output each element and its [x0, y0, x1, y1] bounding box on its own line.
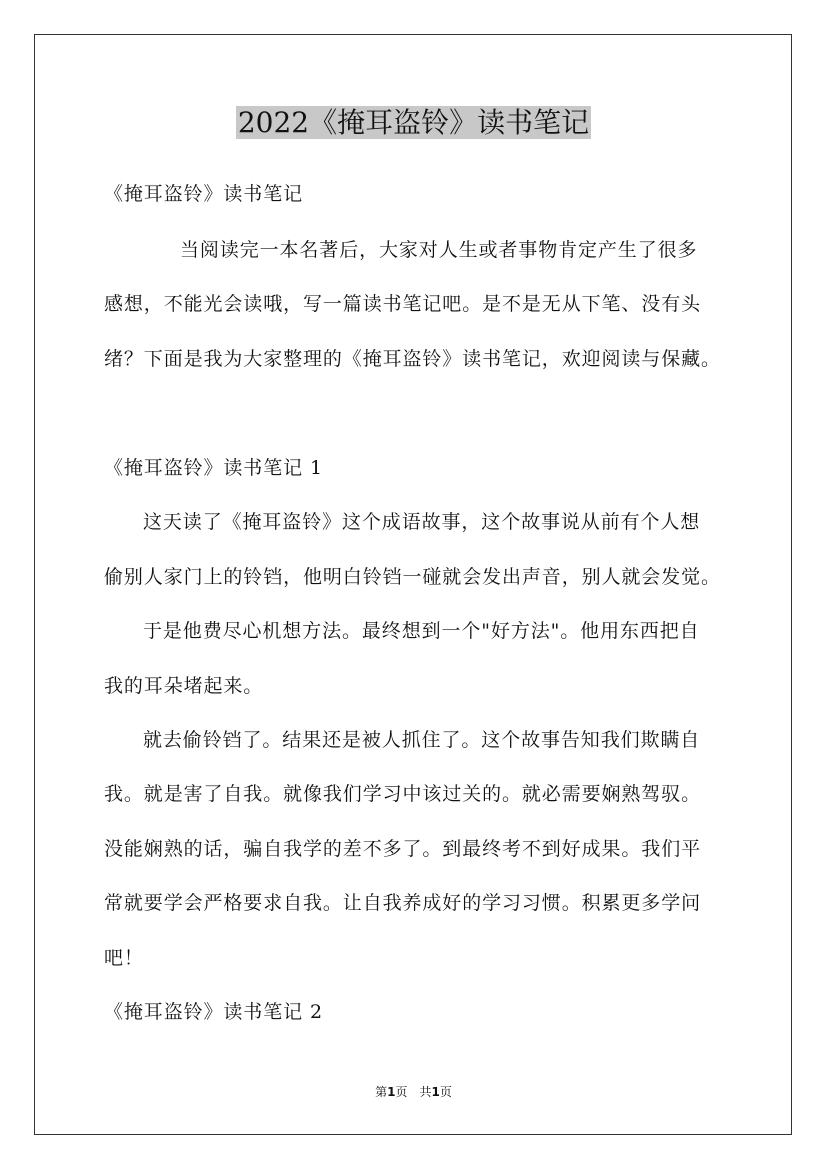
- intro-line-2: 感想，不能光会读哦，写一篇读书笔记吧。是不是无从下笔、没有头: [104, 293, 702, 315]
- note1-paragraph-3-line-1: 就去偷铃铛了。结果还是被人抓住了。这个故事告知我们欺瞒自: [143, 729, 701, 751]
- note1-paragraph-3-line-3: 没能娴熟的话，骗自我学的差不多了。到最终考不到好成果。我们平: [104, 838, 702, 860]
- note1-paragraph-3-line-4: 常就要学会严格要求自我。让自我养成好的学习习惯。积累更多学问: [104, 892, 702, 914]
- note1-paragraph-3-line-2: 我。就是害了自我。就像我们学习中该过关的。就必需要娴熟驾驭。: [104, 783, 702, 805]
- footer-page-total: 1: [431, 1085, 440, 1099]
- note1-heading: 《掩耳盗铃》读书笔记 1: [104, 457, 323, 479]
- footer-label-mid: 页 共: [395, 1085, 432, 1099]
- note1-paragraph-1-line-2: 偷别人家门上的铃铛，他明白铃铛一碰就会发出声音，别人就会发觉。: [104, 566, 721, 588]
- note1-paragraph-2-line-1: 于是他费尽心机想方法。最终想到一个"好方法"。他用东西把自: [143, 620, 700, 642]
- intro-line-1: 当阅读完一本名著后，大家对人生或者事物肯定产生了很多: [180, 239, 698, 261]
- footer-label-post: 页: [439, 1085, 452, 1099]
- intro-line-3: 绪？下面是我为大家整理的《掩耳盗铃》读书笔记，欢迎阅读与保藏。: [104, 348, 721, 370]
- document-title-text: 2022《掩耳盗铃》读书笔记: [237, 106, 590, 139]
- page-footer: [0, 1083, 827, 1101]
- subtitle: 《掩耳盗铃》读书笔记: [104, 183, 304, 205]
- note1-paragraph-3-line-5: 吧！: [104, 947, 144, 969]
- footer-label-pre: 第: [375, 1085, 388, 1099]
- note2-heading: 《掩耳盗铃》读书笔记 2: [104, 1001, 323, 1023]
- note1-paragraph-1-line-1: 这天读了《掩耳盗铃》这个成语故事，这个故事说从前有个人想: [143, 511, 701, 533]
- note1-paragraph-2-line-2: 我的耳朵堵起来。: [104, 675, 264, 697]
- footer-page-current: 1: [387, 1085, 396, 1099]
- document-title: [0, 101, 827, 145]
